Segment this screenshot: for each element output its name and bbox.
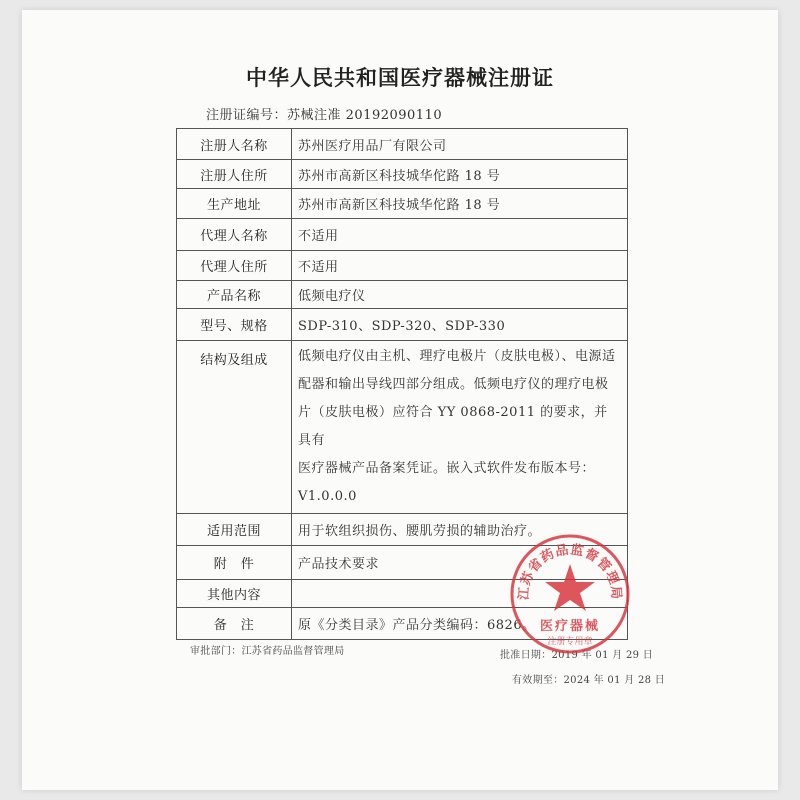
row-value: 不适用 xyxy=(292,251,628,281)
row-label: 型号、规格 xyxy=(177,309,292,341)
row-label: 生产地址 xyxy=(177,189,292,219)
row-value: 产品技术要求 xyxy=(292,546,628,580)
row-value-multiline xyxy=(292,341,628,514)
composition-line: 配器和输出导线四部分组成。低频电疗仪的理疗电极 xyxy=(298,377,609,392)
composition-line: 低频电疗仪由主机、理疗电极片（皮肤电极）、电源适 xyxy=(298,349,616,364)
row-label: 结构及组成 xyxy=(177,341,292,514)
row-label: 产品名称 xyxy=(177,281,292,309)
table-row xyxy=(177,281,628,309)
row-value: 苏州市高新区科技城华佗路 18 号 xyxy=(292,189,628,219)
star-icon xyxy=(545,564,595,611)
composition-line: 片（皮肤电极）应符合 YY 0868-2011 的要求，并具有 xyxy=(298,405,608,448)
seal-middle-text: 医疗器械 xyxy=(539,619,601,634)
row-label: 注册人名称 xyxy=(177,129,292,160)
table-row xyxy=(177,251,628,281)
table-row xyxy=(177,309,628,341)
row-value: 不适用 xyxy=(292,219,628,251)
registration-number: 注册证编号：苏械注准 20192090110 xyxy=(206,108,443,123)
composition-line: 医疗器械产品备案凭证。嵌入式软件发布版本号： xyxy=(298,461,596,476)
table-row xyxy=(177,160,628,189)
seal-outer-text-path: 江苏省药品监督管理局 xyxy=(516,542,624,601)
row-value: 原《分类目录》产品分类编码：6826。 xyxy=(292,608,628,640)
official-seal xyxy=(508,532,632,656)
row-label: 附 件 xyxy=(177,546,292,580)
table-row xyxy=(177,129,628,160)
valid-until-date: 有效期至：2024 年 01 月 28 日 xyxy=(512,675,666,686)
table-row xyxy=(177,341,628,514)
row-value: 用于软组织损伤、腰肌劳损的辅助治疗。 xyxy=(292,514,628,546)
certificate-title: 中华人民共和国医疗器械注册证 xyxy=(246,66,554,90)
row-label: 其他内容 xyxy=(177,580,292,608)
row-value: 苏州医疗用品厂有限公司 xyxy=(292,129,628,160)
table-row xyxy=(177,189,628,219)
table-row xyxy=(177,219,628,251)
row-label: 备 注 xyxy=(177,608,292,640)
composition-line: V1.0.0.0 xyxy=(298,489,357,504)
seal-bottom-text: 注册专用章 xyxy=(547,637,593,647)
row-label: 注册人住所 xyxy=(177,160,292,189)
row-value: 低频电疗仪 xyxy=(292,281,628,309)
row-label: 代理人住所 xyxy=(177,251,292,281)
row-label: 适用范围 xyxy=(177,514,292,546)
row-value: 苏州市高新区科技城华佗路 18 号 xyxy=(292,160,628,189)
approval-date: 批准日期：2019 年 01 月 29 日 xyxy=(500,650,654,661)
row-label: 代理人名称 xyxy=(177,219,292,251)
approval-authority: 审批部门：江苏省药品监督管理局 xyxy=(190,646,345,657)
row-value: SDP-310、SDP-320、SDP-330 xyxy=(292,309,628,341)
